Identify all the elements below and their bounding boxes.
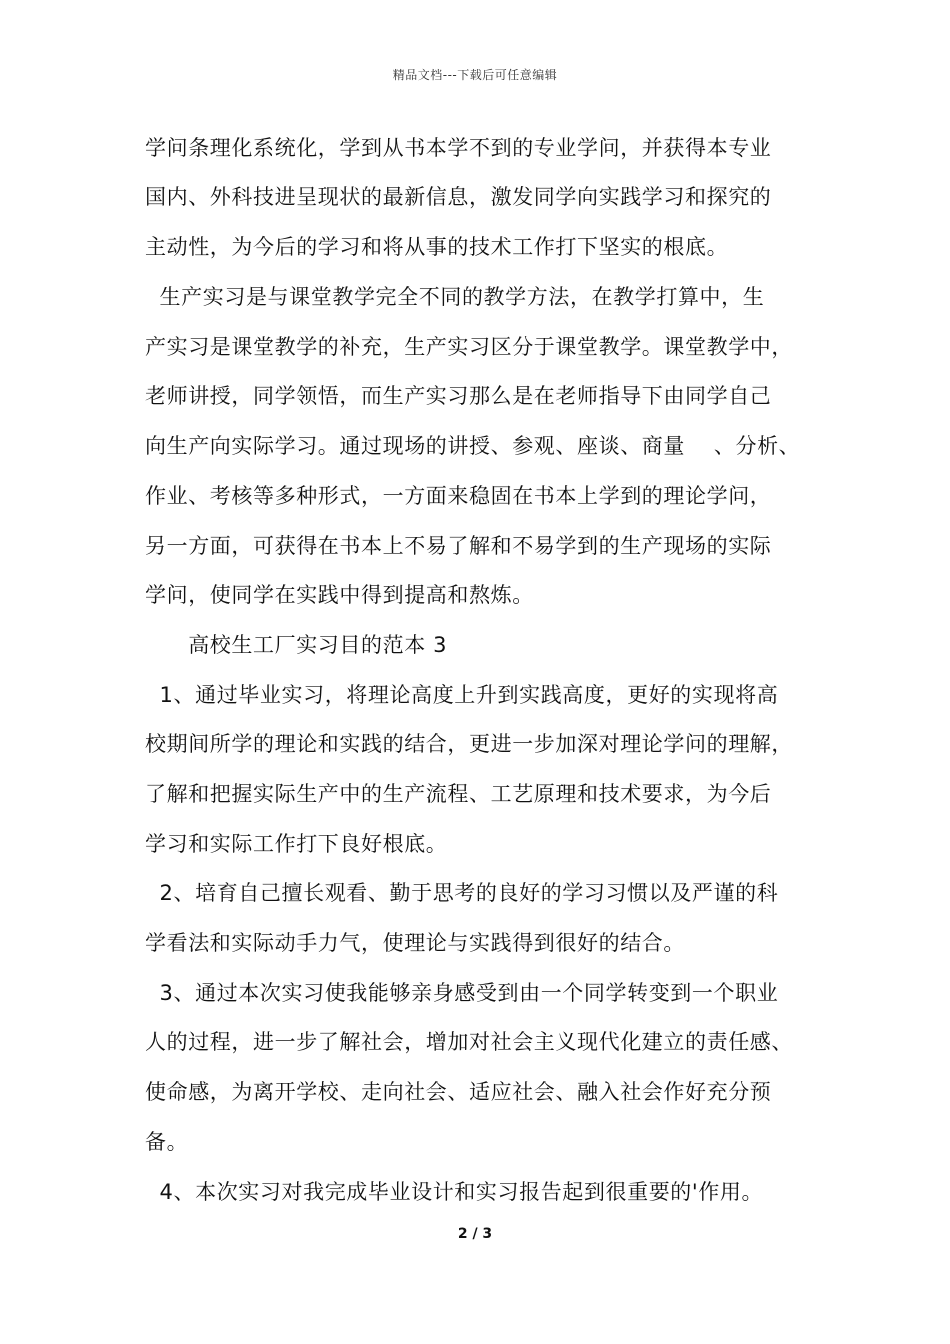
text-line: 1、通过毕业实习，将理论高度上升到实践高度，更好的实现将高 [145,683,779,707]
text-line: 学看法和实际动手力气，使理论与实践得到很好的结合。 [145,931,685,955]
text-line: 产实习是课堂教学的补充，生产实习区分于课堂教学。课堂教学中， [145,335,793,359]
section-heading: 高校生工厂实习目的范本 3 [145,633,448,657]
text-line: 校期间所学的理论和实践的结合，更进一步加深对理论学问的理解， [145,732,793,756]
text-line: 作业、考核等多种形式，一方面来稳固在书本上学到的理论学问， [145,484,772,508]
text-line: 使命感，为离开学校、走向社会、适应社会、融入社会作好充分预 [145,1080,772,1104]
text-line: 了解和把握实际生产中的生产流程、工艺原理和技术要求，为今后 [145,782,772,806]
text-line: 备。 [145,1130,189,1154]
text-line: 学习和实际工作打下良好根底。 [145,832,448,856]
text-line: 另一方面，可获得在书本上不易了解和不易学到的生产现场的实际 [145,534,772,558]
text-line: 学问条理化系统化，学到从书本学不到的专业学问，并获得本专业 [145,136,772,160]
text-line: 人的过程，进一步了解社会，增加对社会主义现代化建立的责任感、 [145,1030,793,1054]
text-line: 老师讲授，同学领悟，而生产实习那么是在老师指导下由同学自己 [145,384,772,408]
text-line: 国内、外科技进呈现状的最新信息，激发同学向实践学习和探究的 [145,185,772,209]
text-line: 向生产向实际学习。通过现场的讲授、参观、座谈、商量 、分析、 [145,434,801,458]
page-header: 精品文档---下载后可任意编辑 [392,68,558,82]
text-line: 生产实习是与课堂教学完全不同的教学方法，在教学打算中，生 [145,285,765,309]
text-line: 主动性，为今后的学习和将从事的技术工作打下坚实的根底。 [145,235,729,259]
page-number: 2 / 3 [457,1226,493,1242]
text-line: 2、培育自己擅长观看、勤于思考的良好的学习习惯以及严谨的科 [145,881,779,905]
text-line: 4、本次实习对我完成毕业设计和实习报告起到很重要的'作用。 [145,1180,764,1204]
text-line: 学问，使同学在实践中得到提高和熬炼。 [145,583,534,607]
text-line: 3、通过本次实习使我能够亲身感受到由一个同学转变到一个职业 [145,981,779,1005]
